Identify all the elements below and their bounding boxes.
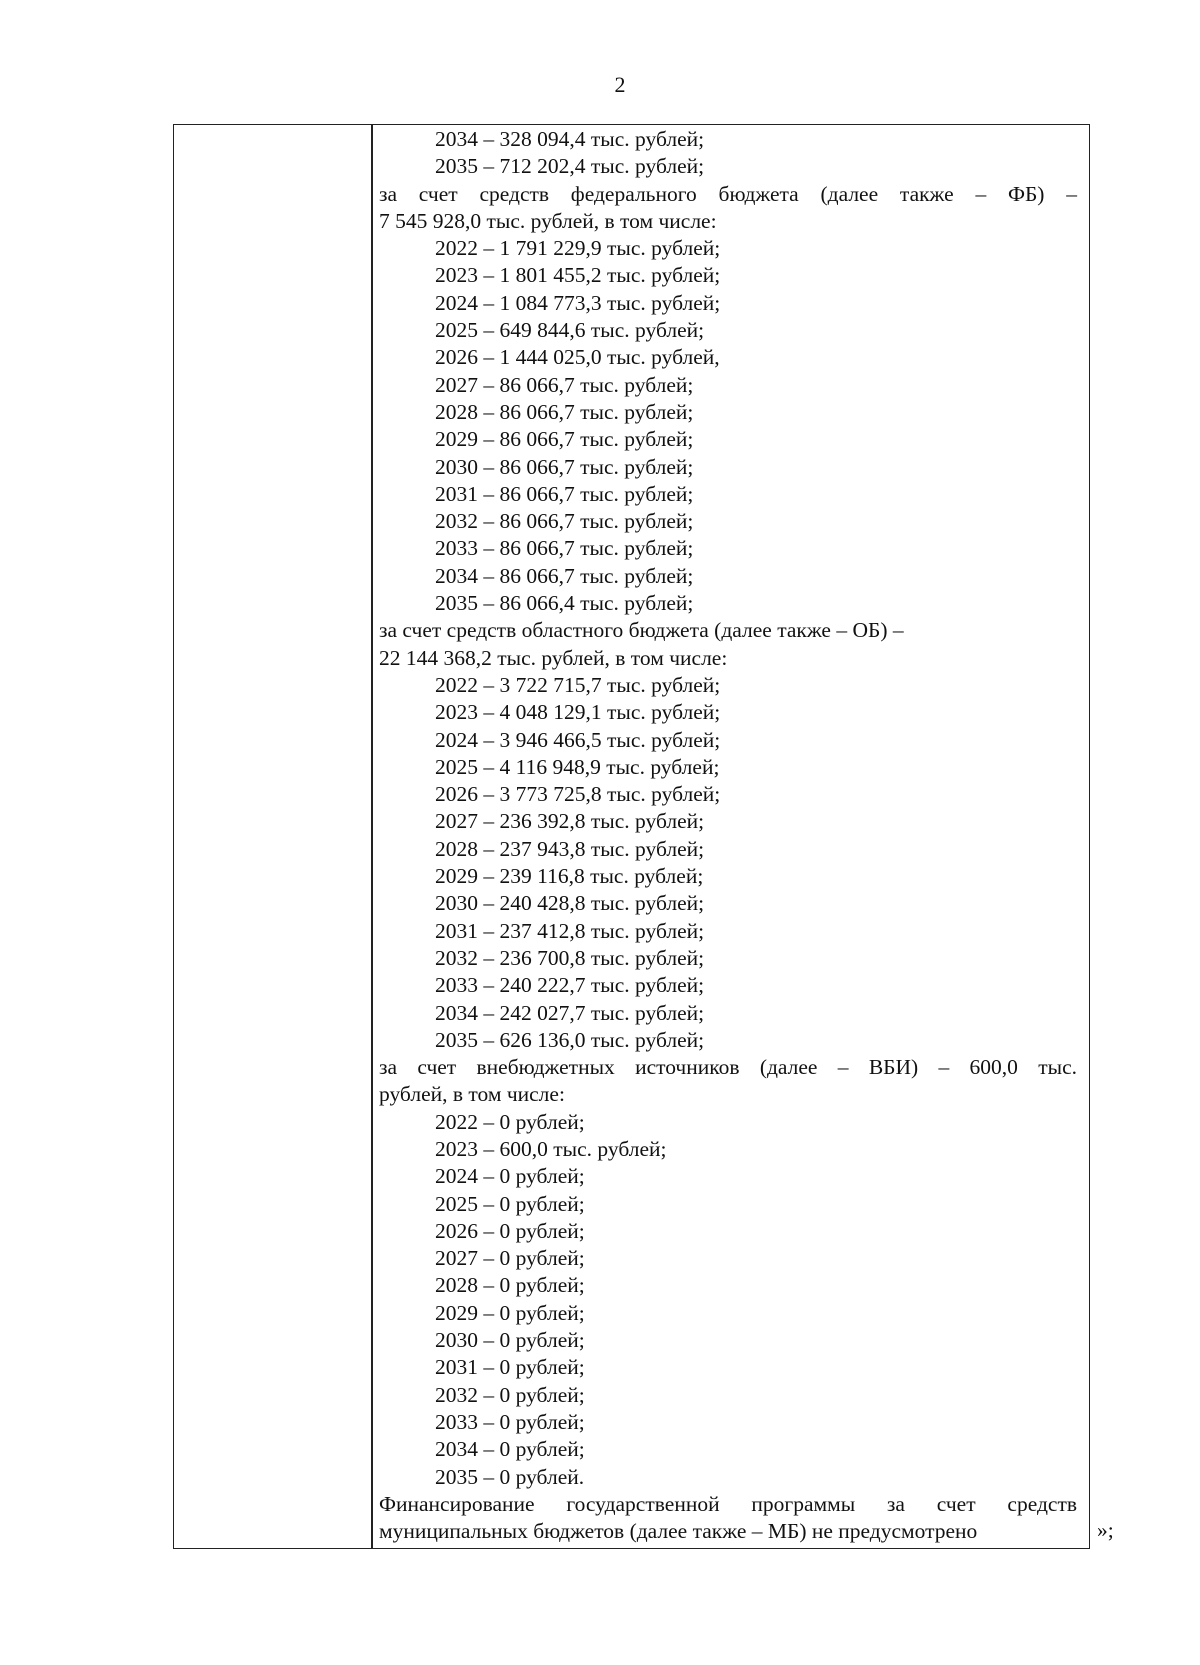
text-line: 2030 – 0 рублей;: [435, 1328, 585, 1353]
text-line: 2024 – 3 946 466,5 тыс. рублей;: [435, 727, 721, 752]
text-line: 2030 – 240 428,8 тыс. рублей;: [435, 891, 705, 916]
text-line: 2034 – 328 094,4 тыс. рублей;: [435, 127, 705, 151]
text-line: 2032 – 236 700,8 тыс. рублей;: [435, 945, 705, 970]
text-line: 2027 – 0 рублей;: [435, 1246, 585, 1271]
text-line: 2028 – 237 943,8 тыс. рублей;: [435, 836, 705, 861]
text-line: 2027 – 86 066,7 тыс. рублей;: [435, 372, 694, 397]
text-line: 2028 – 0 рублей;: [435, 1273, 585, 1298]
text-line: 2028 – 86 066,7 тыс. рублей;: [435, 399, 694, 424]
text-line: 2025 – 649 844,6 тыс. рублей;: [435, 318, 705, 343]
text-line: 2023 – 4 048 129,1 тыс. рублей;: [435, 700, 721, 725]
text-line: муниципальных бюджетов (далее также – МБ) не предусмотрено: [379, 1519, 978, 1544]
text-line: 2035 – 0 рублей.: [435, 1464, 585, 1489]
text-line: 2023 – 1 801 455,2 тыс. рублей;: [435, 263, 721, 288]
text-line: рублей, в том числе:: [379, 1082, 565, 1107]
text-line: 2031 – 86 066,7 тыс. рублей;: [435, 481, 694, 506]
text-line: 2035 – 86 066,4 тыс. рублей;: [435, 591, 694, 616]
text-line: 2026 – 1 444 025,0 тыс. рублей,: [435, 345, 720, 370]
text-line: 2033 – 0 рублей;: [435, 1409, 585, 1434]
text-line: 7 545 928,0 тыс. рублей, в том числе:: [379, 208, 717, 233]
text-line: за счет средств областного бюджета (далее также – ОБ) –: [379, 618, 904, 643]
text-line: 2032 – 86 066,7 тыс. рублей;: [435, 509, 694, 534]
text-line: 2033 – 86 066,7 тыс. рублей;: [435, 536, 694, 561]
text-line: 2026 – 0 рублей;: [435, 1218, 585, 1243]
text-line: 22 144 368,2 тыс. рублей, в том числе:: [379, 645, 728, 670]
text-line: 2022 – 0 рублей;: [435, 1109, 585, 1134]
text-line: 2031 – 237 412,8 тыс. рублей;: [435, 918, 705, 943]
text-line: 2030 – 86 066,7 тыс. рублей;: [435, 454, 694, 479]
text-line: 2024 – 1 084 773,3 тыс. рублей;: [435, 290, 721, 315]
text-line: 2029 – 86 066,7 тыс. рублей;: [435, 427, 694, 452]
text-line: 2034 – 242 027,7 тыс. рублей;: [435, 1000, 705, 1025]
text-line: 2022 – 1 791 229,9 тыс. рублей;: [435, 236, 721, 261]
closing-quote-mark: »;: [1097, 1518, 1114, 1542]
text-line: 2034 – 0 рублей;: [435, 1437, 585, 1462]
text-line: 2034 – 86 066,7 тыс. рублей;: [435, 563, 694, 588]
text-line: 2026 – 3 773 725,8 тыс. рублей;: [435, 782, 721, 807]
text-line: 2035 – 626 136,0 тыс. рублей;: [435, 1027, 705, 1052]
text-line: 2032 – 0 рублей;: [435, 1382, 585, 1407]
text-line: 2029 – 0 рублей;: [435, 1300, 585, 1325]
text-line: 2025 – 0 рублей;: [435, 1191, 585, 1216]
text-line: 2035 – 712 202,4 тыс. рублей;: [435, 154, 705, 179]
text-line: 2025 – 4 116 948,9 тыс. рублей;: [435, 754, 720, 779]
text-line: 2024 – 0 рублей;: [435, 1164, 585, 1189]
column-divider: [371, 124, 373, 1549]
text-line: 2031 – 0 рублей;: [435, 1355, 585, 1380]
page-number: 2: [614, 72, 626, 97]
text-line: 2029 – 239 116,8 тыс. рублей;: [435, 864, 704, 889]
text-line: 2027 – 236 392,8 тыс. рублей;: [435, 809, 705, 834]
text-line: Финансирование государственной программы за счет средств: [379, 1491, 1077, 1516]
text-line: за счет средств федерального бюджета (далее также – ФБ) –: [379, 181, 1077, 206]
funding-text-cell: [379, 126, 1077, 1545]
text-line: 2022 – 3 722 715,7 тыс. рублей;: [435, 672, 721, 697]
text-line: 2023 – 600,0 тыс. рублей;: [435, 1136, 667, 1161]
text-line: за счет внебюджетных источников (далее – ВБИ) – 600,0 тыс.: [379, 1055, 1077, 1080]
text-line: 2033 – 240 222,7 тыс. рублей;: [435, 973, 705, 998]
